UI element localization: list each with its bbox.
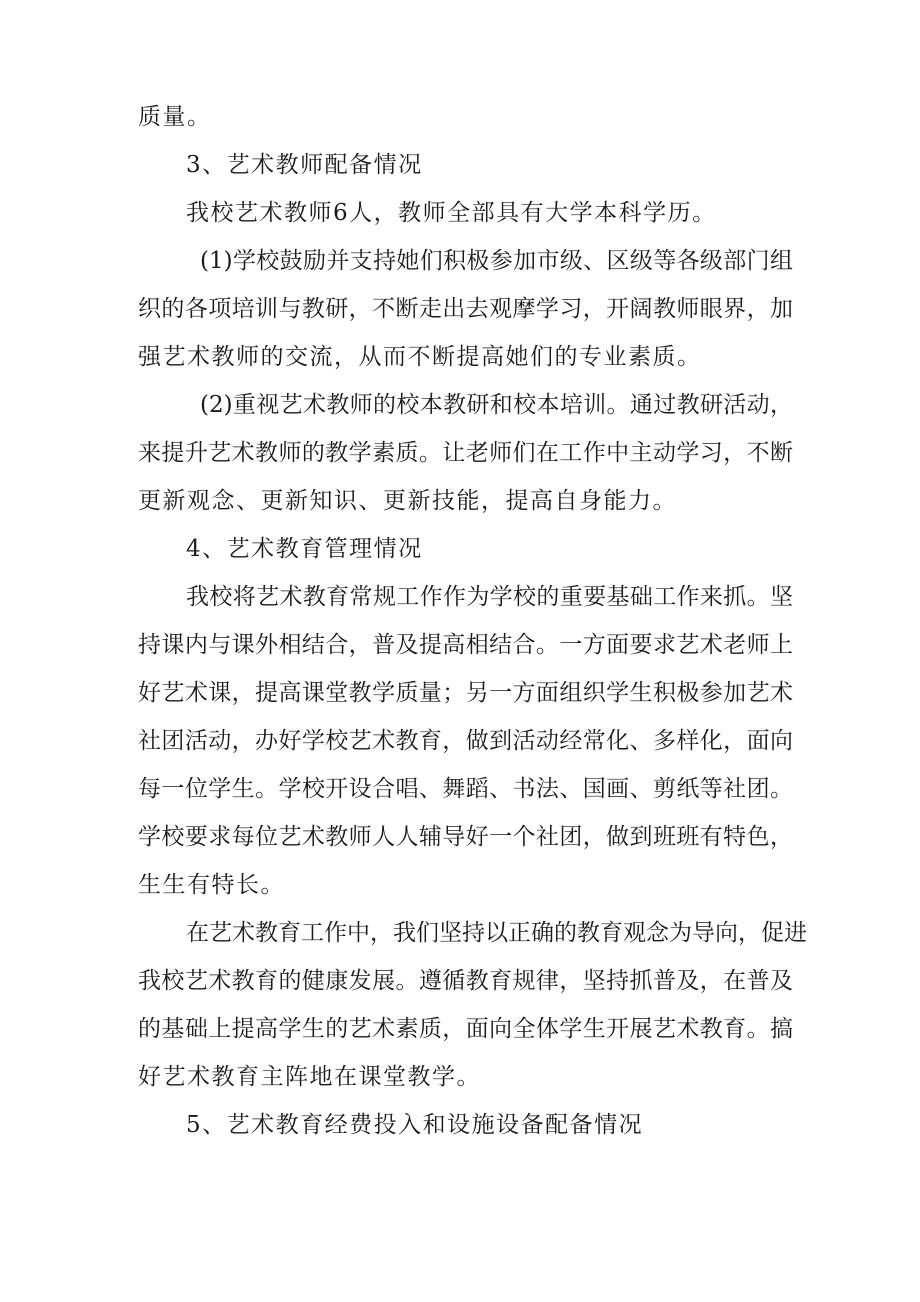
management-paragraph-line-5: 每一位学生。学校开设合唱、舞蹈、书法、国画、剪纸等社团。 xyxy=(138,776,793,802)
section-heading-4: 4、艺术教育管理情况 xyxy=(186,536,423,562)
item-2-line-3: 更新观念、更新知识、更新技能，提高自身能力。 xyxy=(138,488,677,514)
section-heading-5: 5、艺术教育经费投入和设施设备配备情况 xyxy=(186,1112,644,1138)
item-2-line-1: (2)重视艺术教师的校本教研和校本培训。通过教研活动， xyxy=(200,392,793,418)
management-paragraph-line-4: 社团活动，办好学校艺术教育，做到活动经常化、多样化，面向 xyxy=(138,728,793,754)
management-paragraph-line-6: 学校要求每位艺术教师人人辅导好一个社团，做到班班有特色， xyxy=(138,824,793,850)
guidance-paragraph-line-4: 好艺术教育主阵地在课堂教学。 xyxy=(138,1064,481,1090)
guidance-paragraph-line-3: 的基础上提高学生的艺术素质，面向全体学生开展艺术教育。搞 xyxy=(138,1016,793,1042)
management-paragraph-line-3: 好艺术课，提高课堂教学质量；另一方面组织学生积极参加艺术 xyxy=(138,680,793,706)
guidance-paragraph-line-1: 在艺术教育工作中，我们坚持以正确的教育观念为导向，促进 xyxy=(186,920,807,946)
management-paragraph-line-7: 生生有特长。 xyxy=(138,872,285,898)
item-2-line-2: 来提升艺术教师的教学素质。让老师们在工作中主动学习，不断 xyxy=(138,440,793,466)
item-1-line-3: 强艺术教师的交流，从而不断提高她们的专业素质。 xyxy=(138,344,702,370)
item-1-line-2: 织的各项培训与教研，不断走出去观摩学习，开阔教师眼界，加 xyxy=(138,296,793,322)
paragraph-continuation: 质量。 xyxy=(138,104,212,130)
teacher-count-sentence: 我校艺术教师6人，教师全部具有大学本科学历。 xyxy=(186,200,717,226)
guidance-paragraph-line-2: 我校艺术教育的健康发展。遵循教育规律，坚持抓普及，在普及 xyxy=(138,968,793,994)
item-1-line-1: (1)学校鼓励并支持她们积极参加市级、区级等各级部门组 xyxy=(200,248,793,274)
management-paragraph-line-2: 持课内与课外相结合，普及提高相结合。一方面要求艺术老师上 xyxy=(138,632,793,658)
section-heading-3: 3、艺术教师配备情况 xyxy=(186,152,423,178)
management-paragraph-line-1: 我校将艺术教育常规工作作为学校的重要基础工作来抓。坚 xyxy=(186,584,793,610)
